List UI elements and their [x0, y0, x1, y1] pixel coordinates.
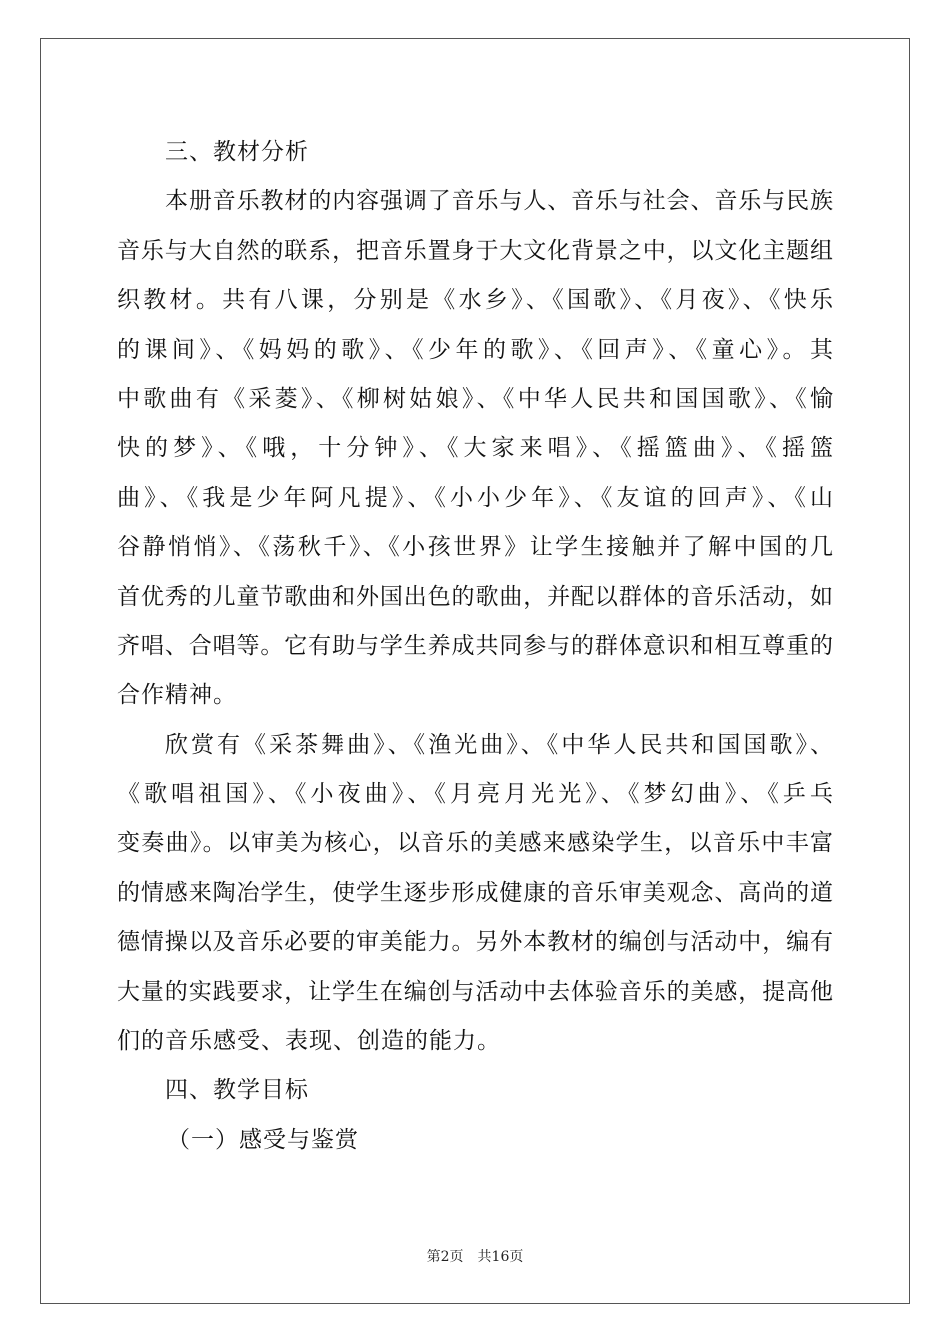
subsection-heading: （一）感受与鉴赏: [167, 1126, 359, 1153]
paragraph-line: 快的梦》、《哦，十分钟》、《大家来唱》、《摇篮曲》、《摇篮: [117, 435, 833, 462]
page-footer: 第2页 共16页: [426, 1249, 524, 1265]
paragraph-line: 德情操以及音乐必要的审美能力。另外本教材的编创与活动中，编有: [117, 929, 833, 956]
paragraph-line: 谷静悄悄》、《荡秋千》、《小孩世界》让学生接触并了解中国的几: [117, 534, 833, 561]
paragraph: [117, 177, 833, 720]
section-heading: 三、教材分析: [165, 139, 309, 165]
section-heading: 四、教学目标: [165, 1077, 309, 1104]
document-body: [117, 128, 833, 1165]
paragraph-line: 音乐与大自然的联系，把音乐置身于大文化背景之中，以文化主题组: [117, 237, 833, 264]
paragraph-line: 欣赏有《采茶舞曲》、《渔光曲》、《中华人民共和国国歌》、: [165, 731, 833, 758]
paragraph-line: 织教材。共有八课，分别是《水乡》、《国歌》、《月夜》、《快乐: [117, 287, 833, 314]
paragraph-line: 首优秀的儿童节歌曲和外国出色的歌曲，并配以群体的音乐活动，如: [117, 583, 833, 610]
paragraph-line: 的课间》、《妈妈的歌》、《少年的歌》、《回声》、《童心》。其: [117, 336, 833, 363]
paragraph-line: 本册音乐教材的内容强调了音乐与人、音乐与社会、音乐与民族: [165, 188, 833, 215]
paragraph-line: 大量的实践要求，让学生在编创与活动中去体验音乐的美感，提高他: [117, 978, 833, 1005]
paragraph-line: 中歌曲有《采菱》、《柳树姑娘》、《中华人民共和国国歌》、《愉: [117, 385, 833, 412]
paragraph: [117, 721, 833, 1067]
paragraph-line: 《歌唱祖国》、《小夜曲》、《月亮月光光》、《梦幻曲》、《乒乓: [117, 781, 833, 808]
paragraph-line: 合作精神。: [117, 682, 237, 709]
paragraph-line: 变奏曲》。以审美为核心，以音乐的美感来感染学生，以音乐中丰富: [117, 830, 833, 857]
paragraph-line: 曲》、《我是少年阿凡提》、《小小少年》、《友谊的回声》、《山: [117, 484, 833, 511]
paragraph-line: 的情感来陶冶学生，使学生逐步形成健康的音乐审美观念、高尚的道: [117, 879, 833, 906]
paragraph-line: 齐唱、合唱等。它有助与学生养成共同参与的群体意识和相互尊重的: [117, 632, 833, 659]
paragraph-line: 们的音乐感受、表现、创造的能力。: [117, 1028, 501, 1055]
